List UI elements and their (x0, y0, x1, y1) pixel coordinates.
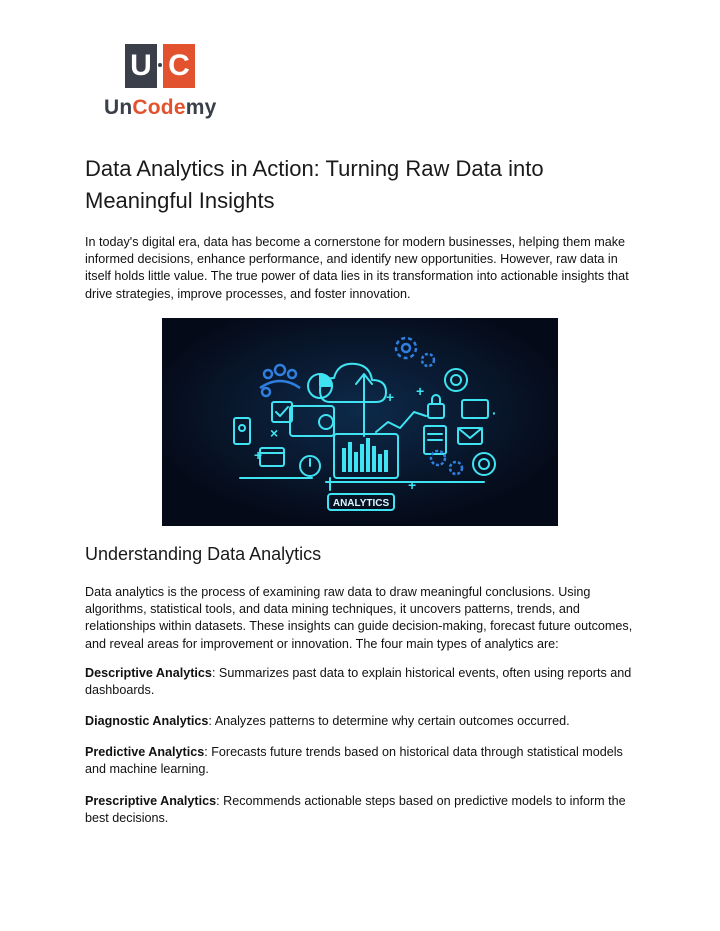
analytics-type-desc: : Analyzes patterns to determine why certain outcomes occurred. (208, 714, 570, 728)
analytics-type-term: Prescriptive Analytics (85, 794, 217, 808)
logo-dot (158, 63, 162, 67)
svg-text:+: + (416, 383, 425, 399)
svg-text:+: + (408, 477, 417, 493)
analytics-type-desc: : Forecasts future trends based on historical data through statistical models and machine learning. (85, 745, 623, 777)
analytics-type-descriptive (85, 665, 641, 699)
analytics-type-desc: : Recommends actionable steps based on predictive models to inform the best decisions. (85, 794, 626, 826)
svg-text:×: × (270, 425, 279, 441)
section-paragraph: Data analytics is the process of examining raw data to draw meaningful conclusions. Using algorithms, statistical tools, and data mining techniques, it uncovers patterns, trends, and relationships within datasets. These insights can guide decision-making, forecast future outcomes, and reveal areas for improvement or innovation. The four main types of analytics are: (85, 585, 633, 651)
analytics-illustration-graphic (162, 318, 558, 526)
page-title: Data Analytics in Action: Turning Raw Data into Meaningful Insights (85, 156, 544, 213)
logo-letter-u: U (125, 44, 157, 88)
logo-wordmark (104, 96, 216, 120)
svg-text:·: · (492, 405, 497, 421)
analytics-type-term: Predictive Analytics (85, 745, 205, 759)
logo-word-code: Code (132, 96, 186, 119)
logo-mark (125, 44, 201, 88)
analytics-type-predictive (85, 744, 641, 778)
analytics-type-prescriptive (85, 793, 641, 827)
section-heading: Understanding Data Analytics (85, 544, 322, 564)
logo-letter-c: C (163, 44, 195, 88)
svg-text:+: + (254, 447, 263, 463)
analytics-badge-text: ANALYTICS (332, 498, 390, 509)
intro-paragraph: In today's digital era, data has become a cornerstone for modern businesses, helping them make informed decisions, enhance performance, and identify new opportunities. However, raw data in itself holds little value. The true power of data lies in its transformation into actionable insights that drive strategies, improve processes, and foster innovation. (85, 235, 629, 301)
analytics-type-term: Descriptive Analytics (85, 666, 212, 680)
logo-word-my: my (185, 96, 217, 119)
logo-word-un: Un (104, 96, 133, 119)
analytics-type-diagnostic (85, 713, 641, 730)
analytics-illustration (162, 318, 558, 526)
svg-text:+: + (386, 389, 395, 405)
uncodemy-logo (104, 44, 234, 124)
analytics-type-desc: : Summarizes past data to explain historical events, often using reports and dashboards. (85, 666, 632, 698)
analytics-type-term: Diagnostic Analytics (85, 714, 209, 728)
